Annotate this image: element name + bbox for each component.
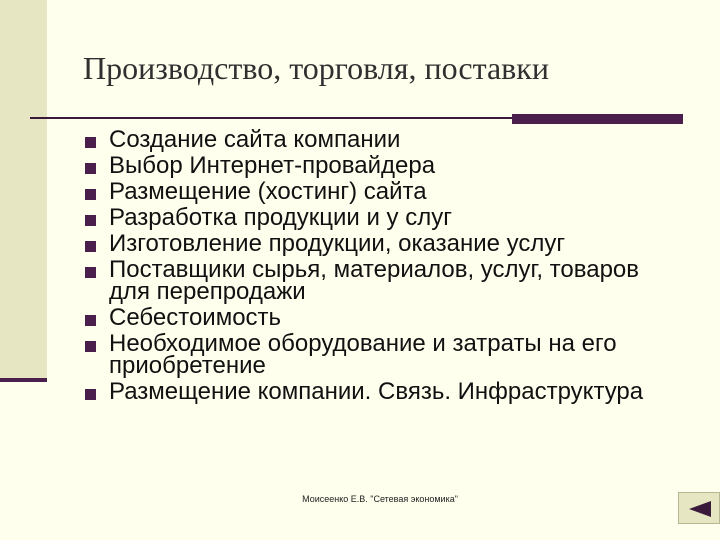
square-bullet-icon <box>85 137 96 148</box>
square-bullet-icon <box>85 341 96 352</box>
bullet-text: Необходимое оборудование и затраты на его приобретение <box>109 330 617 379</box>
bullet-text: Разработка продукции и у слуг <box>109 204 452 231</box>
bullet-item <box>85 379 685 405</box>
square-bullet-icon <box>85 189 96 200</box>
slide-footer: Моисеенко Е.В. "Сетевая экономика" <box>302 494 458 504</box>
square-bullet-icon <box>85 241 96 252</box>
bullet-item <box>85 257 685 305</box>
bullet-text: Размещение (хостинг) сайта <box>109 178 427 205</box>
title-divider-accent <box>512 114 683 124</box>
bullet-text: Изготовление продукции, оказание услуг <box>109 230 566 257</box>
bullet-item <box>85 153 685 179</box>
slide-title: Производство, торговля, поставки <box>83 50 549 86</box>
bullet-item <box>85 331 685 379</box>
square-bullet-icon <box>85 315 96 326</box>
bullet-text: Выбор Интернет-провайдера <box>109 152 436 179</box>
bullet-text: Себестоимость <box>109 304 282 331</box>
square-bullet-icon <box>85 215 96 226</box>
left-decor-bar <box>0 0 47 378</box>
square-bullet-icon <box>85 163 96 174</box>
triangle-left-icon <box>686 499 714 519</box>
square-bullet-icon <box>85 267 96 278</box>
bullet-item <box>85 205 685 231</box>
left-decor-accent <box>0 378 47 382</box>
bullet-text: Создание сайта компании <box>109 126 401 153</box>
bullet-text: Размещение компании. Связь. Инфраструктура <box>109 378 644 405</box>
square-bullet-icon <box>85 389 96 400</box>
bullet-item <box>85 127 685 153</box>
bullet-item <box>85 305 685 331</box>
bullet-text: Поставщики сырья, материалов, услуг, товаров для перепродажи <box>109 256 640 305</box>
bullet-item <box>85 179 685 205</box>
previous-slide-button[interactable] <box>678 492 720 524</box>
bullet-item <box>85 231 685 257</box>
bullet-list <box>85 127 685 405</box>
